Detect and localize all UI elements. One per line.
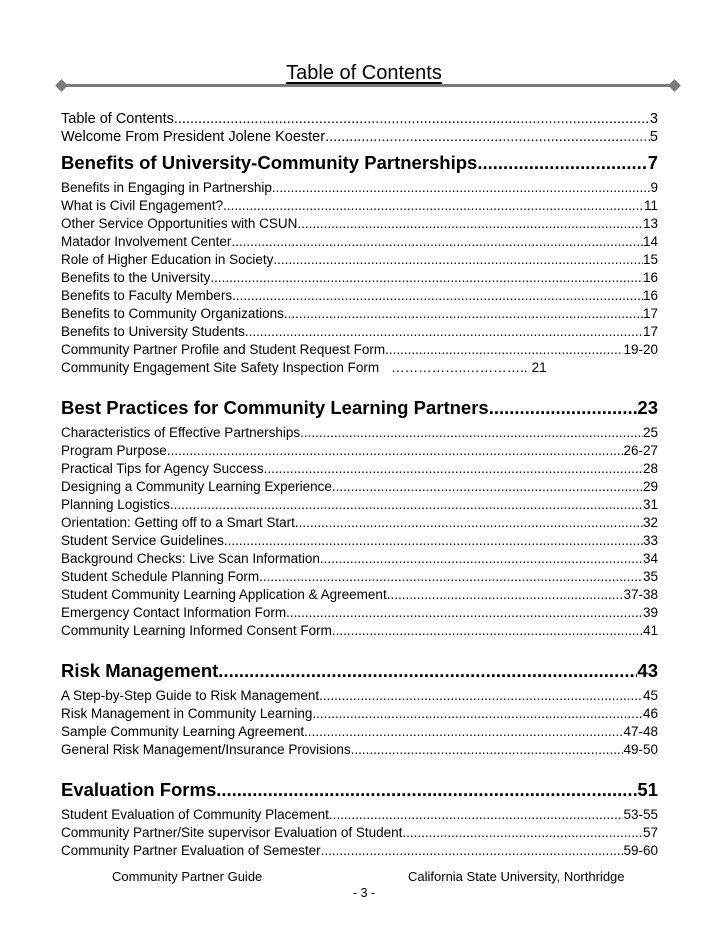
toc-entry-leader [387, 586, 624, 604]
footer-guide-name: Community Partner Guide [112, 869, 263, 884]
toc-entry-title: Benefits to Community Organizations [61, 306, 284, 321]
toc-entry-leader [224, 532, 643, 550]
toc-entry-leader: ……………..………….. [391, 360, 528, 375]
toc-entry-title: Emergency Contact Information Form [61, 605, 287, 620]
spacer [61, 377, 658, 395]
toc-entry-page: 53-55 [623, 807, 658, 822]
toc-section-heading[interactable] [61, 150, 658, 175]
toc-entry-leader [286, 604, 643, 622]
toc-entry-page: 5 [649, 129, 658, 145]
toc-entry-title: Student Community Learning Application & Agreement [61, 587, 387, 602]
toc-entry-page: 45 [642, 688, 658, 703]
toc-entry-title: What is Civil Engagement? [61, 198, 224, 213]
toc-entry-page: 33 [642, 533, 658, 548]
toc-entry-title: Community Partner Evaluation of Semester [61, 843, 321, 858]
toc-entry-leader [273, 251, 643, 269]
toc-entry-leader [167, 442, 624, 460]
toc-entry-page: 15 [642, 252, 658, 267]
toc-entry-page: 26-27 [623, 443, 658, 458]
toc-entry-title: Benefits in Engaging in Partnership [61, 180, 272, 195]
toc-entry[interactable] [61, 741, 658, 759]
toc-entry-title: Student Evaluation of Community Placement [61, 807, 329, 822]
toc-entry[interactable] [61, 478, 658, 496]
toc-entry-leader [210, 269, 643, 287]
toc-entry-title: Welcome From President Jolene Koester [61, 129, 326, 145]
toc-entry[interactable] [61, 496, 658, 514]
toc-entry-leader [170, 496, 643, 514]
toc-entry[interactable] [61, 269, 658, 287]
toc-entry[interactable] [61, 233, 658, 251]
toc-section-heading-title: Evaluation Forms [61, 779, 217, 800]
toc-entry-title: A Step-by-Step Guide to Risk Management [61, 688, 320, 703]
toc-entry-leader [385, 341, 623, 359]
toc-section-heading-title: Risk Management [61, 660, 219, 681]
toc-section-heading-page: 7 [647, 152, 658, 173]
toc-entry-leader [402, 824, 643, 842]
toc-section-heading-leader [218, 658, 637, 683]
toc-entry-page: 17 [642, 306, 658, 321]
toc-section-heading-leader [477, 150, 647, 175]
toc-section-heading-leader [489, 395, 638, 420]
toc-entry-title: Student Service Guidelines [61, 533, 224, 548]
toc-entry-title: Characteristics of Effective Partnerships [61, 425, 301, 440]
toc-entry[interactable] [61, 604, 658, 622]
page-title: Table of Contents [286, 62, 442, 84]
title-rule [62, 84, 674, 87]
toc-entry-page: 3 [649, 111, 658, 127]
toc-entry[interactable] [61, 532, 658, 550]
toc-entry-page: 49-50 [623, 742, 658, 757]
toc-entry-title: Program Purpose [61, 443, 167, 458]
toc-entry-page: 41 [642, 623, 658, 638]
toc-entry-leader [231, 233, 643, 251]
toc-entry-page: 19-20 [623, 342, 658, 357]
toc-entry[interactable] [61, 305, 658, 323]
toc-entry-leader [264, 460, 643, 478]
toc-entry[interactable] [61, 442, 658, 460]
toc-entry-title: Matador Involvement Center [61, 234, 232, 249]
toc-entry-page: 59-60 [623, 843, 658, 858]
toc-entry-leader [232, 287, 643, 305]
toc-entry[interactable] [61, 110, 658, 128]
toc-entry[interactable] [61, 842, 658, 860]
toc-entry[interactable] [61, 723, 658, 741]
toc-entry[interactable] [61, 179, 658, 197]
toc-entry-page: 28 [642, 461, 658, 476]
toc-entry[interactable] [61, 323, 658, 341]
toc-entry-title: Designing a Community Learning Experience [61, 479, 332, 494]
toc-entry-leader [259, 568, 643, 586]
toc-entry-page: 13 [642, 216, 658, 231]
toc-entry[interactable] [61, 460, 658, 478]
toc-section-heading-page: 43 [637, 660, 658, 681]
toc-entry[interactable] [61, 215, 658, 233]
toc-entry[interactable] [61, 287, 658, 305]
toc-section-heading-title: Best Practices for Community Learning Partners [61, 397, 489, 418]
spacer [61, 759, 658, 777]
toc-entry-page: 32 [642, 515, 658, 530]
toc-entry-leader [351, 741, 624, 759]
toc-entry-leader [284, 305, 643, 323]
toc-section-heading-title: Benefits of University-Community Partnerships [61, 152, 478, 173]
toc-entry[interactable] [61, 128, 658, 146]
toc-section-heading-page: 23 [637, 397, 658, 418]
toc-entry[interactable] [61, 550, 658, 568]
toc-entry-page: 25 [642, 425, 658, 440]
toc-entry-leader [245, 323, 643, 341]
toc-entry-page: 29 [642, 479, 658, 494]
toc-section-heading[interactable] [61, 777, 658, 802]
toc-entry-title: Community Partner/Site supervisor Evaluation of Student [61, 825, 403, 840]
table-of-contents [61, 110, 658, 860]
spacer [61, 640, 658, 658]
toc-entry-leader [312, 705, 643, 723]
toc-entry-page: 14 [642, 234, 658, 249]
toc-entry-leader [297, 215, 643, 233]
toc-entry-title: Sample Community Learning Agreement [61, 724, 305, 739]
toc-entry-page: 47-48 [623, 724, 658, 739]
page-number: - 3 - [352, 886, 376, 900]
toc-entry-page: 17 [642, 324, 658, 339]
toc-entry-title: Background Checks: Live Scan Information [61, 551, 320, 566]
toc-entry[interactable] [61, 197, 658, 215]
toc-entry-title: General Risk Management/Insurance Provisions [61, 742, 351, 757]
toc-entry-leader [325, 128, 650, 146]
toc-entry[interactable] [61, 359, 658, 377]
toc-entry-title: Community Learning Informed Consent Form [61, 623, 332, 638]
toc-entry-title: Table of Contents [61, 111, 174, 127]
toc-section-heading-leader [216, 777, 637, 802]
toc-entry-title: Risk Management in Community Learning [61, 706, 313, 721]
toc-entry-leader [223, 197, 644, 215]
toc-entry-leader [304, 723, 623, 741]
toc-entry-page: 16 [642, 270, 658, 285]
toc-entry-page: 16 [642, 288, 658, 303]
toc-entry-leader [174, 110, 650, 128]
toc-entry-title: Benefits to Faculty Members [61, 288, 233, 303]
toc-entry-leader [300, 424, 643, 442]
toc-entry[interactable] [61, 622, 658, 640]
toc-entry-title: Benefits to the University [61, 270, 211, 285]
toc-entry-page: 9 [650, 180, 658, 195]
toc-entry-leader [295, 514, 643, 532]
toc-entry-page: 57 [642, 825, 658, 840]
footer-university: California State University, Northridge [408, 869, 625, 884]
toc-entry-title: Practical Tips for Agency Success [61, 461, 264, 476]
toc-entry[interactable] [61, 705, 658, 723]
toc-entry-leader [320, 550, 643, 568]
toc-entry[interactable] [61, 251, 658, 269]
toc-entry[interactable] [61, 514, 658, 532]
toc-entry-page: 21 [531, 360, 547, 375]
toc-entry-page: 46 [642, 706, 658, 721]
toc-entry-page: 11 [643, 198, 658, 213]
toc-entry[interactable] [61, 424, 658, 442]
toc-entry-page: 39 [642, 605, 658, 620]
toc-section-heading-page: 51 [637, 779, 658, 800]
toc-section-heading[interactable] [61, 658, 658, 683]
toc-entry-leader [329, 806, 624, 824]
toc-entry-leader [321, 842, 624, 860]
toc-entry-title: Other Service Opportunities with CSUN [61, 216, 298, 231]
toc-entry-page: 34 [642, 551, 658, 566]
toc-entry[interactable] [61, 341, 658, 359]
toc-entry[interactable] [61, 824, 658, 842]
toc-entry-title: Planning Logistics [61, 497, 170, 512]
toc-entry[interactable] [61, 586, 658, 604]
toc-section-heading[interactable] [61, 395, 658, 420]
toc-entry-leader [332, 622, 643, 640]
toc-entry-page: 31 [642, 497, 658, 512]
toc-entry-title: Benefits to University Students [61, 324, 245, 339]
toc-entry-page: 35 [642, 569, 658, 584]
toc-entry[interactable] [61, 568, 658, 586]
toc-entry-title: Community Engagement Site Safety Inspection Form [61, 360, 380, 375]
toc-entry-leader [272, 179, 651, 197]
toc-entry-title: Student Schedule Planning Form [61, 569, 260, 584]
toc-entry-leader [319, 687, 643, 705]
toc-entry-leader [332, 478, 643, 496]
toc-entry-title: Orientation: Getting off to a Smart Start [61, 515, 295, 530]
toc-entry-page: 37-38 [623, 587, 658, 602]
toc-entry-title: Role of Higher Education in Society [61, 252, 274, 267]
toc-entry-title: Community Partner Profile and Student Request Form [61, 342, 386, 357]
toc-entry[interactable] [61, 687, 658, 705]
toc-entry[interactable] [61, 806, 658, 824]
